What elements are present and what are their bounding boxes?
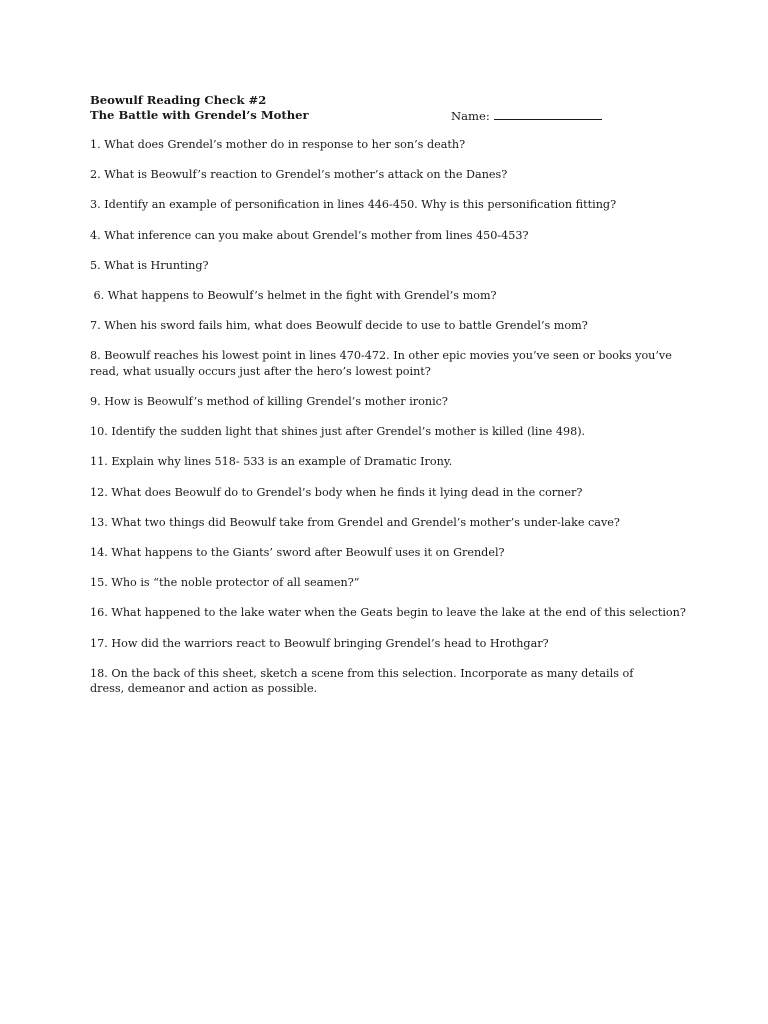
question-item: 12. What does Beowulf do to Grendel’s body when he finds it lying dead in the corner? (90, 485, 583, 499)
question-item: 17. How did the warriors react to Beowulf bringing Grendel’s head to Hrothgar? (90, 636, 549, 650)
question-item: 10. Identify the sudden light that shines just after Grendel’s mother is killed (line 498). (90, 425, 586, 439)
question-item: 11. Explain why lines 518- 533 is an example of Dramatic Irony. (90, 455, 453, 469)
question-item: 6. What happens to Beowulf’s helmet in the fight with Grendel’s mom? (90, 288, 497, 302)
question-item: 14. What happens to the Giants’ sword after Beowulf uses it on Grendel? (90, 545, 505, 559)
worksheet-subtitle: The Battle with Grendel’s Mother (90, 108, 309, 122)
question-item: 15. Who is “the noble protector of all seamen?” (90, 576, 360, 590)
question-item: 1. What does Grendel’s mother do in response to her son’s death? (90, 138, 466, 151)
question-item: 13. What two things did Beowulf take from Grendel and Grendel’s mother’s under-lake cave? (90, 515, 620, 529)
question-list (90, 137, 686, 711)
question-item: 16. What happened to the lake water when the Geats begin to leave the lake at the end of this selection? (90, 606, 686, 620)
question-item: 5. What is Hrunting? (90, 258, 209, 272)
worksheet-title: Beowulf Reading Check #2 (90, 93, 267, 107)
question-item: 2. What is Beowulf’s reaction to Grendel’s mother’s attack on the Danes? (90, 168, 508, 182)
question-item: 7. When his sword fails him, what does Beowulf decide to use to battle Grendel’s mom? (90, 319, 588, 333)
name-field[interactable] (451, 108, 602, 124)
question-item: 18. On the back of this sheet, sketch a scene from this selection. Incorporate as many details of dress, demeanor and action as possible. (90, 666, 634, 696)
name-blank-line[interactable] (494, 108, 602, 120)
name-label: Name: (451, 109, 490, 123)
question-item: 4. What inference can you make about Grendel’s mother from lines 450-453? (90, 228, 529, 242)
question-item: 8. Beowulf reaches his lowest point in lines 470-472. In other epic movies you’ve seen or books you’ve read, what usually occurs just after the hero’s lowest point? (90, 349, 672, 378)
question-item: 9. How is Beowulf’s method of killing Grendel’s mother ironic? (90, 395, 448, 408)
question-item: 3. Identify an example of personification in lines 446-450. Why is this personification fitting? (90, 198, 617, 212)
